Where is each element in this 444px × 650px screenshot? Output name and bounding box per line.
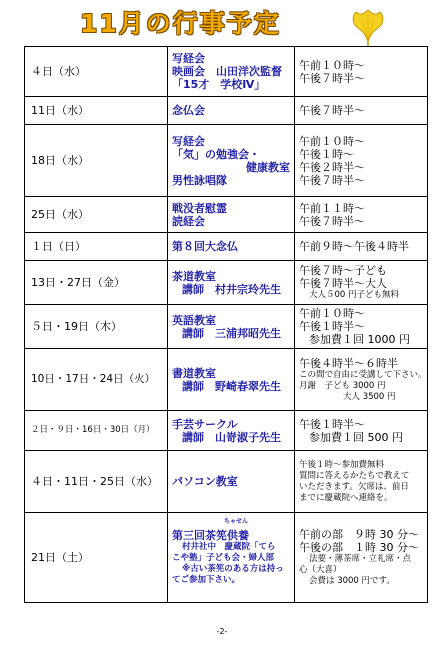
table-row xyxy=(25,197,428,233)
time-line: 午後１時半～ xyxy=(299,320,365,333)
event-line: 村井社中 慶蔵院「てら xyxy=(182,542,276,552)
time-line: 質問に答えるかたちで教えて xyxy=(299,470,410,481)
time-line: 心（大喜） xyxy=(299,565,342,575)
event-line: 男性詠唱隊 xyxy=(172,173,227,187)
event-line: 「気」の勉強会・ xyxy=(172,147,260,161)
table-row xyxy=(25,513,428,603)
event-line: 手芸サークル xyxy=(172,417,238,431)
date-cell: 21日（土） xyxy=(25,513,168,603)
time-cell xyxy=(295,349,428,411)
time-line: 大人５00 円子ども無料 xyxy=(309,290,400,300)
table-row xyxy=(25,97,428,125)
time-line: 午後４時半～６時半 xyxy=(299,356,398,370)
date-cell: 10日・17日・24日（火） xyxy=(25,349,168,411)
event-line: 映画会 山田洋次監督 xyxy=(172,65,282,78)
event-line: 第三回茶筅供養 xyxy=(172,529,249,542)
time-line: 午前９時～午後４時半 xyxy=(299,240,409,253)
time-line: 法要・薄茶席・立礼席・点 xyxy=(309,554,412,564)
event-cell xyxy=(168,513,295,603)
page-number: -2- xyxy=(216,627,228,636)
time-cell xyxy=(295,97,428,125)
furigana-chasen: ちゃせん xyxy=(224,518,249,525)
ginkgo-leaf-icon xyxy=(348,6,388,46)
time-line: 午前１０時～ xyxy=(299,307,365,320)
date-cell: 11日（水） xyxy=(25,97,168,125)
event-line: てご参加下さい。 xyxy=(172,575,241,585)
time-line: 午後７時半～ xyxy=(299,173,365,187)
event-line: 読経会 xyxy=(172,214,205,228)
time-cell xyxy=(295,451,428,513)
event-line: 第８回大念仏 xyxy=(172,240,238,253)
event-line: 健康教室 xyxy=(246,160,290,174)
time-cell xyxy=(295,261,428,305)
time-line: いただきます。欠席は、前日 xyxy=(299,481,409,492)
event-line: ※古い茶筅のある方は持っ xyxy=(182,564,284,574)
time-line: 大人 3500 円 xyxy=(343,391,396,402)
time-cell xyxy=(295,513,428,603)
event-line: 写経会 xyxy=(172,134,205,148)
date-cell: 18日（水） xyxy=(25,125,168,197)
schedule-table xyxy=(24,46,428,603)
table-row xyxy=(25,47,428,97)
time-line: 午後７時半～大人 xyxy=(299,277,387,290)
event-cell xyxy=(168,97,295,125)
date-cell: ４日・11日・25日（水） xyxy=(25,451,168,513)
time-line: 午後の部 １時 30 分～ xyxy=(299,541,419,554)
table-row xyxy=(25,261,428,305)
event-line: 写経会 xyxy=(172,52,205,65)
time-line: 午後１時～参加費無料 xyxy=(299,459,385,470)
date-cell: ４日（水） xyxy=(25,47,168,97)
time-line: 午後１時半～ xyxy=(299,417,365,431)
event-cell xyxy=(168,411,295,451)
time-cell xyxy=(295,233,428,261)
date-cell: ５日・19日（木） xyxy=(25,305,168,349)
event-cell xyxy=(168,349,295,411)
table-row xyxy=(25,305,428,349)
event-line: 戦没者慰霊 xyxy=(172,201,227,215)
date-cell: ２日・９日・16日・30日（月） xyxy=(25,411,168,451)
time-cell xyxy=(295,411,428,451)
date-cell: 13日・27日（金） xyxy=(25,261,168,305)
time-line: 参加費１回 500 円 xyxy=(309,430,403,444)
time-line: 午後７時～子ども xyxy=(299,264,387,277)
event-cell xyxy=(168,47,295,97)
time-cell xyxy=(295,305,428,349)
date-cell: １日（日） xyxy=(25,233,168,261)
time-cell xyxy=(295,47,428,97)
event-line: 講師 三浦邦昭先生 xyxy=(182,326,281,340)
table-row xyxy=(25,451,428,513)
table-row xyxy=(25,411,428,451)
event-line: 書道教室 xyxy=(172,366,216,380)
event-line: 英語教室 xyxy=(172,313,216,327)
time-line: 午後７時半～ xyxy=(299,214,365,228)
time-cell xyxy=(295,197,428,233)
time-line: 午後７時半～ xyxy=(299,104,365,117)
page-title: 11月の行事予定 xyxy=(80,9,281,38)
event-cell xyxy=(168,125,295,197)
table-row xyxy=(25,349,428,411)
date-cell: 25日（水） xyxy=(25,197,168,233)
event-cell xyxy=(168,305,295,349)
table-row xyxy=(25,125,428,197)
event-line: 茶道教室 xyxy=(172,269,216,283)
time-line: 月謝 子ども 3000 円 xyxy=(299,380,386,391)
event-line: 講師 村井宗玲先生 xyxy=(182,282,281,296)
time-line: 午前１１時～ xyxy=(299,201,365,215)
event-line: 念仏会 xyxy=(172,104,205,117)
event-line: 講師 山嵜淑子先生 xyxy=(182,430,281,444)
event-line: 「15才 学校Ⅳ」 xyxy=(172,78,266,91)
event-cell xyxy=(168,233,295,261)
time-line: 午後１時～ xyxy=(299,147,354,161)
table-row xyxy=(25,233,428,261)
time-line: までに慶蔵院へ連絡を。 xyxy=(299,492,393,503)
time-line: 午前の部 ９時 30 分～ xyxy=(299,528,419,541)
time-line: 参加費１回 1000 円 xyxy=(309,333,410,346)
event-line: 講師 野崎春翠先生 xyxy=(182,379,281,393)
time-line: この間で自由に受講して下さい。 xyxy=(299,369,427,380)
time-line: 午前１０時～ xyxy=(299,58,365,72)
event-line: こや塾」子ども会・婦人部 xyxy=(172,553,275,563)
time-line: 午後７時半～ xyxy=(299,71,365,85)
time-line: 午前１０時～ xyxy=(299,134,365,148)
event-cell xyxy=(168,261,295,305)
time-cell xyxy=(295,125,428,197)
time-line: 午後２時半～ xyxy=(299,160,365,174)
event-cell xyxy=(168,197,295,233)
event-cell xyxy=(168,451,295,513)
event-line: パソコン教室 xyxy=(172,475,238,488)
time-line: 会費は 3000 円です。 xyxy=(309,576,395,586)
